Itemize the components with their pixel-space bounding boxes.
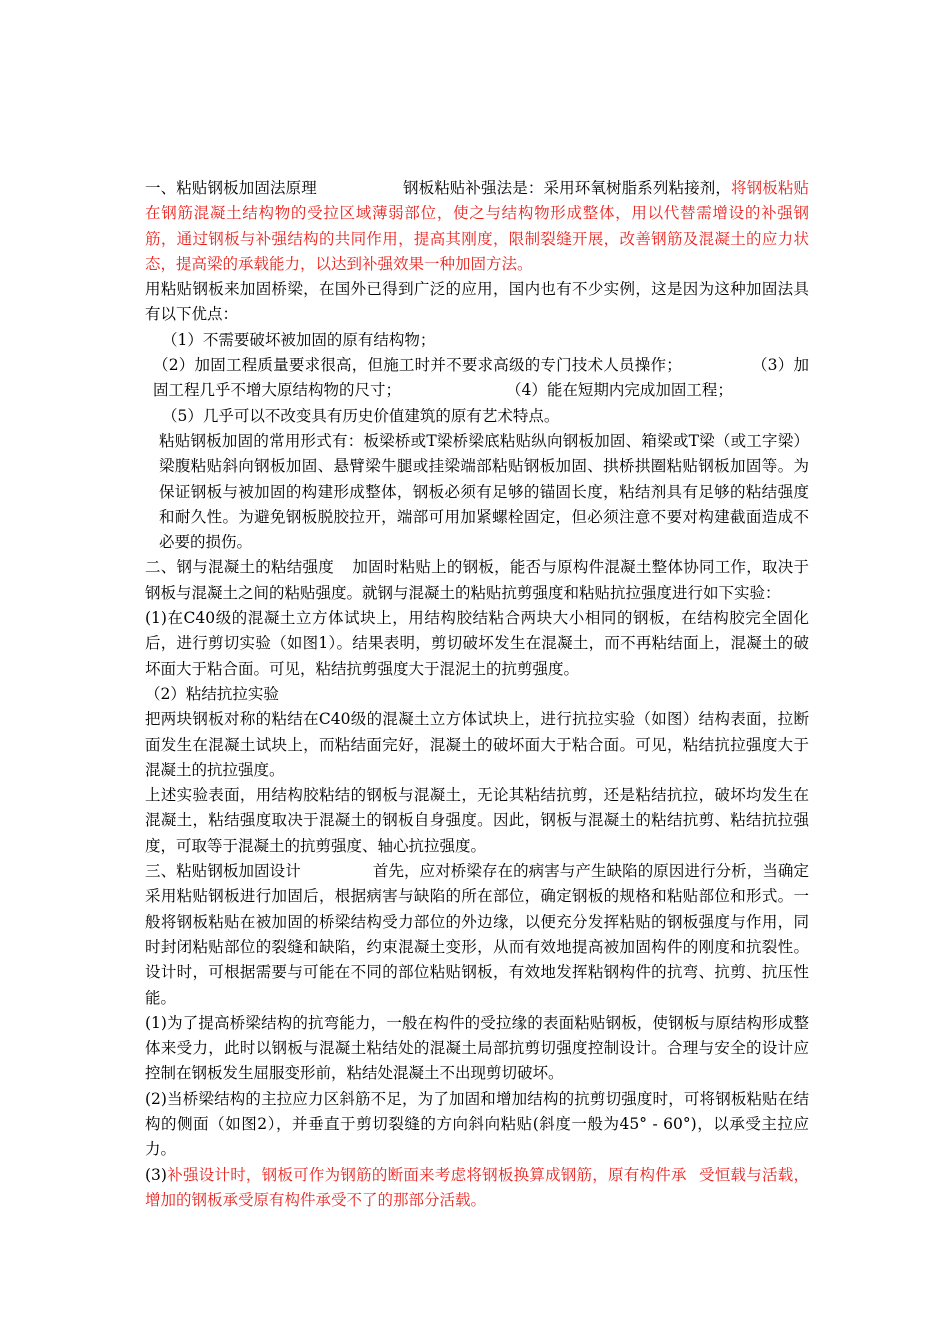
advantage-item-4: （4）能在短期内完成加固工程； bbox=[506, 381, 733, 400]
section-1-highlight: 将钢板粘贴在钢筋混凝土结构物的受拉区域薄弱部位，使之与结构物形成整体，用以代替需增设的补强钢筋，通过钢板与补强结构的共同作用，提高其刚度，限制裂缝开展，改善钢筋及混凝土的应力状态，提高梁的承载能力，以达到补强效果一种加固方法。 bbox=[145, 179, 809, 273]
section-3-item-2: (2)当桥梁结构的主拉应力区斜筋不足，为了加固和增加结构的抗剪切强度时，可将钢板粘贴在结构的侧面（如图2），并垂直于剪切裂缝的方向斜向粘贴(斜度一般为45° - 60°)，以承受主拉应力。 bbox=[145, 1089, 809, 1159]
section-3-heading: 三、粘贴钢板加固设计 bbox=[145, 862, 301, 881]
section-3-item-3-number: (3) bbox=[145, 1165, 167, 1184]
section-3-item-3-highlight-a: 补强设计时，钢板可作为钢筋的断面来考虑将钢板换算成钢筋，原有构件承 bbox=[166, 1165, 687, 1184]
advantage-item-1: （1）不需要破坏被加固的原有结构物； bbox=[162, 330, 436, 349]
section-3-intro: 首先，应对桥梁存在的病害与产生缺陷的原因进行分析，当确定采用粘贴钢板进行加固后，根据病害与缺陷的所在部位，确定钢板的规格和粘贴部位和形式。一般将钢板粘贴在被加固的桥梁结构受力部位的外边缘，以便充分发挥粘贴的钢板强度与作用，同时封闭粘贴部位的裂缝和缺陷，约束混凝土变形，从而有效地提高被加固构件的刚度和抗裂性。设计时，可根据需要与可能在不同的部位粘贴钢板，有效地发挥粘钢构件的抗弯、抗剪、抗压性能。 bbox=[145, 862, 809, 1007]
section-2-heading: 二、钢与混凝土的粘结强度 bbox=[145, 558, 335, 577]
section-1-paragraph bbox=[145, 176, 809, 277]
section-2-item-2-body: 把两块钢板对称的粘结在C40级的混凝土立方体试块上，进行抗拉实验（如图）结构表面，拉断面发生在混凝土试块上，而粘结面完好，混凝土的破坏面大于粘合面。可见，粘结抗拉强度大于混凝土的抗拉强度。 bbox=[145, 710, 809, 779]
advantage-item-5: （5）几乎可以不改变具有历史价值建筑的原有艺术特点。 bbox=[162, 406, 560, 425]
advantage-item-3: （3）加固工程几乎不增大原结构物的尺寸； bbox=[153, 356, 809, 400]
forms-paragraph: 粘贴钢板加固的常用形式有：板梁桥或T梁桥梁底粘贴纵向钢板加固、箱梁或T梁（或工字梁）梁腹粘贴斜向钢板加固、悬臂梁牛腿或挂梁端部粘贴钢板加固、拱桥拱圈粘贴钢板加固等。为保证钢板与被加固的构建形成整体，钢板必须有足够的锚固长度，粘结剂具有足够的粘结强度和耐久性。为避免钢板脱胶拉开，端部可用加紧螺栓固定，但必须注意不要对构建截面造成不必要的损伤。 bbox=[159, 431, 809, 552]
advantages-item-2-3 bbox=[145, 353, 809, 404]
section-3-item-3-highlight-b: 受恒载与活载，增加的钢板承受原有构件承受不了的那部分活载。 bbox=[145, 1165, 809, 1209]
section-3-item-3 bbox=[145, 1163, 809, 1214]
section-2-summary: 上述实验表面，用结构胶粘结的钢板与混凝土，无论其粘结抗剪，还是粘结抗拉，破坏均发生在混凝土，粘结强度取决于混凝土的钢板自身强度。因此，钢板与混凝土的粘结抗剪、粘结抗拉强度，可取等于混凝土的抗剪强度、轴心抗拉强度。 bbox=[145, 786, 809, 855]
section-3-item-1: (1)为了提高桥梁结构的抗弯能力，一般在构件的受拉缘的表面粘贴钢板，使钢板与原结构形成整体来受力，此时以钢板与混凝土粘结处的混凝土局部抗剪切强度控制设计。合理与安全的设计应控制在钢板发生屈服变形前，粘结处混凝土不出现剪切破坏。 bbox=[145, 1013, 809, 1083]
section-2-item-1: (1)在C40级的混凝土立方体试块上，用结构胶结粘合两块大小相同的钢板，在结构胶完全固化后，进行剪切实验（如图1）。结果表明，剪切破坏发生在混凝土，而不再粘结面上，混凝土的破坏面大于粘合面。可见，粘结抗剪强度大于混泥土的抗剪强度。 bbox=[145, 609, 809, 678]
advantages-paragraph: 用粘贴钢板来加固桥梁，在国外已得到广泛的应用，国内也有不少实例，这是因为这种加固法具有以下优点： bbox=[145, 280, 809, 324]
section-1-intro: 钢板粘贴补强法是：采用环氧树脂系列粘接剂， bbox=[402, 179, 731, 197]
advantage-item-2: （2）加固工程质量要求很高，但施工时并不要求高级的专门技术人员操作； bbox=[153, 356, 682, 375]
document-body bbox=[145, 176, 809, 1213]
section-2-intro: 加固时粘贴上的钢板，能否与原构件混凝土整体协同工作，取决于钢板与混凝土之间的粘贴强度。就钢与混凝土的粘贴抗剪强度和粘贴抗拉强度进行如下实验： bbox=[145, 558, 809, 602]
section-2-paragraph bbox=[145, 555, 809, 606]
section-3-paragraph bbox=[145, 859, 809, 1011]
section-1-heading: 一、粘贴钢板加固法原理 bbox=[145, 179, 317, 197]
section-2-item-2-title: （2）粘结抗拉实验 bbox=[145, 684, 279, 703]
